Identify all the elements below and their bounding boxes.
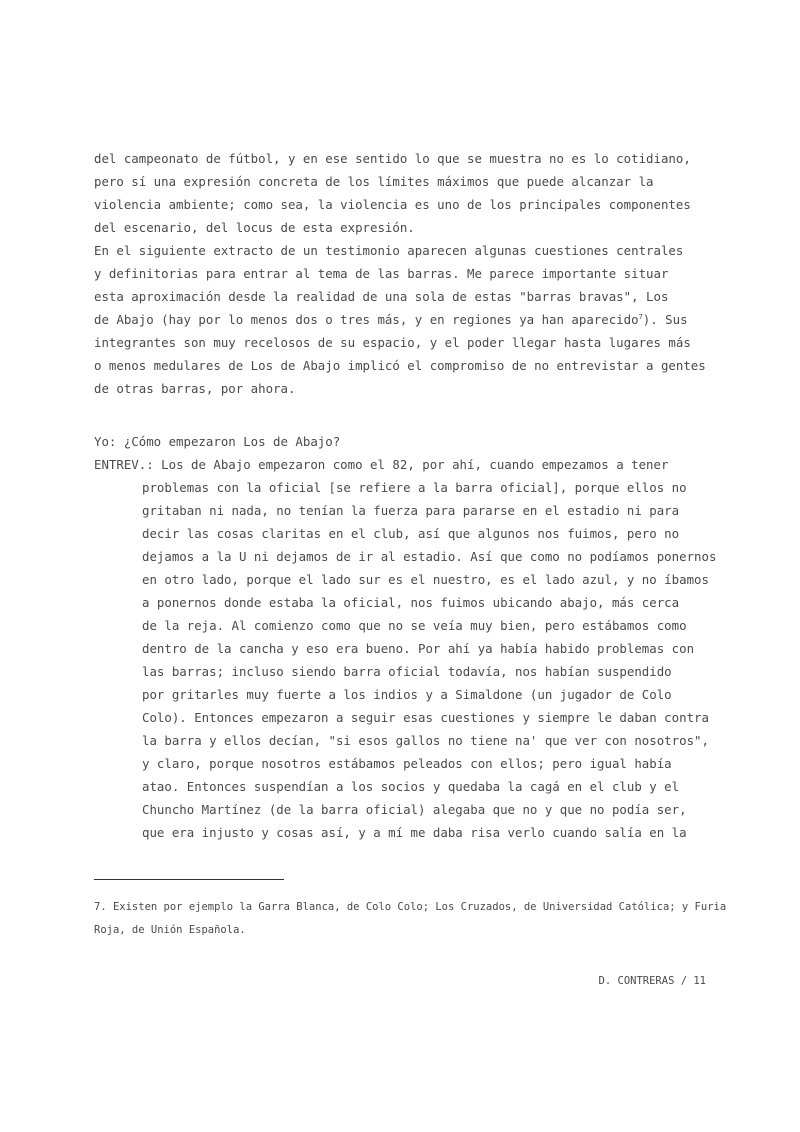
text-line: dentro de la cancha y eso era bueno. Por ahí ya había habido problemas con [142,641,695,656]
text-line: atao. Entonces suspendían a los socios y quedaba la cagá en el club y el [142,779,680,794]
text-segment: ). Sus [642,312,688,327]
text-line: y claro, porque nosotros estábamos peleados con ellos; pero igual había [142,756,672,771]
text-line: de otras barras, por ahora. [94,381,296,396]
text-line: a ponernos donde estaba la oficial, nos fuimos ubicando abajo, más cerca [142,595,680,610]
interview-question [94,430,714,453]
text-line: de la reja. Al comienzo como que no se veía muy bien, pero estábamos como [142,618,687,633]
text-line-with-footnote [94,308,714,331]
context-paragraph [94,239,714,400]
text-line: del escenario, del locus de esta expresión. [94,220,415,235]
text-line: integrantes son muy recelosos de su espacio, y el poder llegar hasta lugares más [94,335,691,350]
text-line: En el siguiente extracto de un testimonio aparecen algunas cuestiones centrales [94,243,684,258]
text-segment: de Abajo (hay por lo menos dos o tres más, y en regiones ya han aparecido [94,312,639,327]
question-text: Yo: ¿Cómo empezaron Los de Abajo? [94,434,341,449]
text-segment: Los de Abajo empezaron como el 82, por ahí, cuando empezamos a tener [153,457,669,472]
intro-paragraph [94,147,714,239]
text-line: las barras; incluso siendo barra oficial todavía, nos habían suspendido [142,664,672,679]
text-line: por gritarles muy fuerte a los indios y a Simaldone (un jugador de Colo [142,687,672,702]
answer-first-line [94,453,714,476]
text-line: y definitorias para entrar al tema de las barras. Me parece importante situar [94,266,669,281]
footnote [94,896,727,942]
text-line: Colo). Entonces empezaron a seguir esas cuestiones y siempre le daban contra [142,710,709,725]
text-line: dejamos a la U ni dejamos de ir al estadio. Así que como no podíamos ponernos [142,549,717,564]
text-line: que era injusto y cosas así, y a mí me daba risa verlo cuando salía en la [142,825,687,840]
interview-answer [94,453,717,844]
text-line: violencia ambiente; como sea, la violencia es uno de los principales componentes [94,197,691,212]
text-line: o menos medulares de Los de Abajo implicó el compromiso de no entrevistar a gentes [94,358,706,373]
text-line: del campeonato de fútbol, y en ese sentido lo que se muestra no es lo cotidiano, [94,151,691,166]
text-line: decir las cosas claritas en el club, así que algunos nos fuimos, pero no [142,526,680,541]
text-line: pero sí una expresión concreta de los límites máximos que puede alcanzar la [94,174,654,189]
text-line: la barra y ellos decían, "si esos gallos no tiene na' que ver con nosotros", [142,733,709,748]
footnote-line: 7. Existen por ejemplo la Garra Blanca, de Colo Colo; Los Cruzados, de Universidad Católica; y Furia [94,901,727,913]
text-line: gritaban ni nada, no tenían la fuerza para pararse en el estadio ni para [142,503,680,518]
text-line: Chuncho Martínez (de la barra oficial) alegaba que no y que no podía ser, [142,802,687,817]
footnote-line: Roja, de Unión Española. [94,924,246,936]
footnote-divider [94,879,284,880]
page-footer: D. CONTRERAS / 11 [598,975,706,987]
text-line: en otro lado, porque el lado sur es el nuestro, es el lado azul, y no íbamos [142,572,709,587]
text-line: problemas con la oficial [se refiere a la barra oficial], porque ellos no [142,480,687,495]
footnote-reference[interactable]: 7 [638,313,643,321]
text-line: esta aproximación desde la realidad de una sola de estas "barras bravas", Los [94,289,669,304]
speaker-label: ENTREV.: [94,457,154,472]
